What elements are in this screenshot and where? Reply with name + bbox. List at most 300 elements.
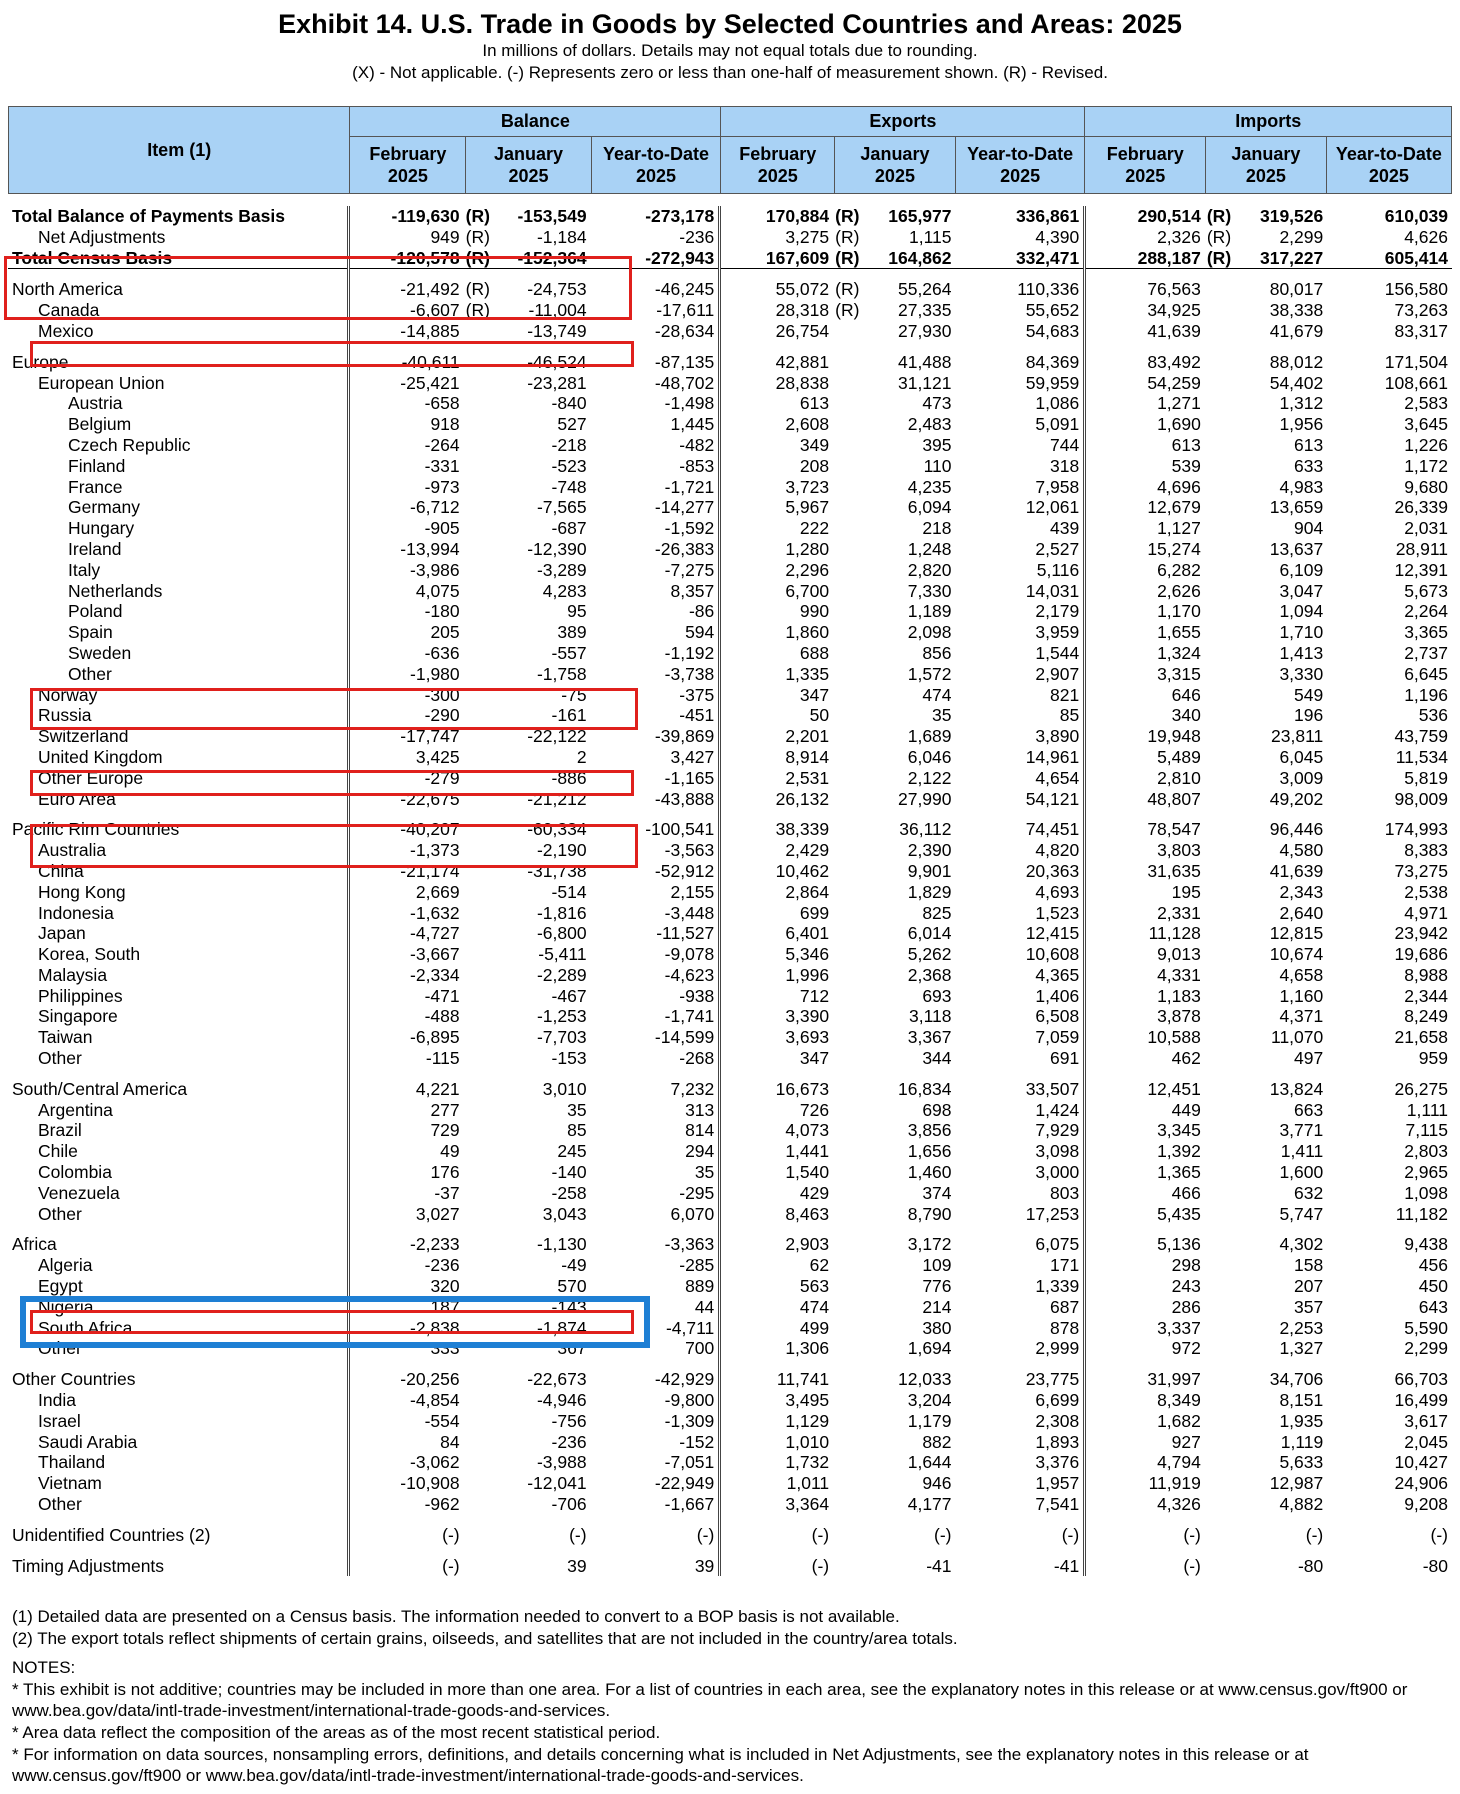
row-label: Unidentified Countries (2) (12, 1524, 211, 1545)
header-imports-col-0: February 2025 (1085, 137, 1206, 194)
data-cell: -12,041 (527, 1473, 587, 1494)
data-cell: 691 (1050, 1048, 1080, 1069)
revised-flag (833, 352, 874, 373)
data-cell: 380 (922, 1317, 952, 1338)
data-cell: 3,027 (348, 1204, 464, 1225)
data-cell: 187 (348, 1297, 464, 1318)
data-cell: 83,492 (1085, 352, 1205, 373)
revised-flag (464, 560, 505, 581)
row-label: Algeria (38, 1255, 93, 1276)
data-cell: 14,031 (1025, 580, 1080, 601)
data-cell: -49 (561, 1255, 587, 1276)
data-cell: -14,277 (654, 497, 715, 518)
data-cell: 726 (720, 1100, 833, 1121)
table-row (8, 1452, 1452, 1473)
revised-flag (1205, 861, 1246, 882)
data-cell: 1,600 (1279, 1162, 1324, 1183)
revised-flag (464, 643, 505, 664)
data-cell: 6,508 (1035, 1006, 1080, 1027)
data-cell: 24,906 (1394, 1473, 1448, 1494)
data-cell: 2 (576, 746, 587, 767)
data-cell: -3,986 (348, 560, 464, 581)
revised-flag (1205, 393, 1246, 414)
data-cell: 4,882 (1279, 1494, 1324, 1515)
data-cell: 294 (685, 1141, 715, 1162)
data-cell: -1,184 (536, 226, 587, 247)
data-cell: 88,012 (1269, 351, 1324, 372)
data-cell: 3,495 (720, 1390, 833, 1411)
revised-flag (1205, 1048, 1246, 1069)
revised-flag (833, 643, 874, 664)
revised-flag (833, 1297, 874, 1318)
data-cell: 73,275 (1394, 860, 1448, 881)
data-cell: 1,183 (1085, 986, 1205, 1007)
data-cell: 1,406 (1035, 985, 1080, 1006)
data-cell: -1,373 (348, 840, 464, 861)
revised-flag (1205, 1079, 1246, 1100)
revised-flag (1205, 1234, 1246, 1255)
revised-flag (1205, 685, 1246, 706)
data-cell: -20,256 (348, 1369, 464, 1390)
data-cell: 1,893 (1035, 1431, 1080, 1452)
data-cell: -905 (348, 518, 464, 539)
data-cell: 78,547 (1085, 819, 1205, 840)
data-cell: -3,448 (664, 902, 715, 923)
note-2: * Area data reflect the composition of the areas as of the most recent statistical period. (12, 1722, 661, 1742)
data-cell: 632 (1294, 1182, 1324, 1203)
data-cell: -75 (561, 684, 587, 705)
row-label: France (68, 476, 123, 497)
revised-flag (1205, 1556, 1246, 1577)
data-cell: 8,357 (670, 580, 715, 601)
note-1: * This exhibit is not additive; countries may be included in more than one area. For a list of countries in each area, see the explanatory notes in this release or at www.census.gov/ft900 or www.bea.gov/data/intl-trade-investment/international-trade-goods-and-services. (12, 1679, 1408, 1721)
data-cell: 878 (1050, 1317, 1080, 1338)
data-cell: 349 (720, 435, 833, 456)
data-cell: 563 (720, 1276, 833, 1297)
data-cell: 613 (720, 393, 833, 414)
data-cell: 26,275 (1394, 1078, 1448, 1099)
revised-flag (1205, 373, 1246, 394)
revised-flag (1205, 1204, 1246, 1225)
row-label: Other (38, 1203, 82, 1224)
revised-flag (1205, 581, 1246, 602)
data-cell: 1,271 (1085, 393, 1205, 414)
data-cell: -658 (348, 393, 464, 414)
row-label: Taiwan (38, 1027, 93, 1048)
revised-flag (833, 321, 874, 342)
revised-flag (833, 1338, 874, 1359)
data-cell: 1,010 (720, 1432, 833, 1453)
data-cell: 20,363 (1025, 860, 1080, 881)
data-cell: 3,043 (542, 1203, 587, 1224)
data-cell: 2,965 (1404, 1162, 1448, 1183)
data-cell: -6,895 (348, 1027, 464, 1048)
data-cell: 347 (720, 1048, 833, 1069)
data-cell: 35 (932, 705, 952, 726)
table-row (8, 1048, 1452, 1069)
data-cell: 11,534 (1395, 746, 1448, 767)
revised-flag (464, 1369, 505, 1390)
footnote-1: (1) Detailed data are presented on a Census basis. The information needed to convert to a BOP basis is not available. (12, 1607, 900, 1626)
data-cell: 1,690 (1085, 414, 1205, 435)
data-cell: 6,070 (670, 1203, 715, 1224)
data-cell: 6,109 (1279, 559, 1324, 580)
data-cell: 1,656 (907, 1141, 952, 1162)
data-cell: 3,645 (1404, 414, 1448, 435)
revised-flag (1205, 882, 1246, 903)
revised-flag (833, 1006, 874, 1027)
data-cell: -7,275 (664, 559, 715, 580)
revised-flag (464, 1141, 505, 1162)
notes-section (12, 1606, 1448, 1787)
data-cell: 972 (1085, 1338, 1205, 1359)
revised-flag (464, 601, 505, 622)
data-cell: 613 (1294, 434, 1324, 455)
data-cell: 17,253 (1025, 1203, 1080, 1224)
subtitle-legend: (X) - Not applicable. (-) Represents zero or less than one-half of measurement shown. (R) - Revised. (352, 63, 1108, 82)
revised-flag (1205, 1141, 1246, 1162)
data-cell: 633 (1294, 455, 1324, 476)
revised-flag (464, 1183, 505, 1204)
data-cell: -140 (551, 1162, 587, 1183)
revised-flag (464, 923, 505, 944)
row-label: Euro Area (38, 788, 116, 809)
header-item: Item (1) (9, 107, 350, 194)
data-cell: 59,959 (1025, 372, 1080, 393)
data-cell: -273,178 (645, 206, 715, 226)
revised-flag (833, 1390, 874, 1411)
table-row (8, 1556, 1452, 1577)
data-cell: 317,227 (1246, 248, 1328, 269)
data-cell: 462 (1085, 1048, 1205, 1069)
data-cell: -4,623 (664, 964, 715, 985)
data-cell: 42,881 (720, 352, 833, 373)
data-cell: 4,654 (1035, 767, 1080, 788)
data-cell: 3,172 (907, 1234, 952, 1255)
data-cell: 6,645 (1404, 663, 1448, 684)
data-cell: 5,819 (1404, 767, 1448, 788)
data-cell: 298 (1085, 1255, 1205, 1276)
row-label: Austria (68, 393, 123, 414)
row-label: Other (38, 1494, 82, 1515)
data-cell: 207 (1294, 1276, 1324, 1297)
data-cell: -331 (348, 456, 464, 477)
data-cell: -236 (348, 1255, 464, 1276)
table-row (8, 539, 1452, 560)
data-cell: 2,429 (720, 840, 833, 861)
data-cell: 949 (348, 227, 464, 248)
highlight-north-america (4, 256, 632, 320)
data-cell: 35 (694, 1162, 715, 1183)
table-row (8, 227, 1452, 248)
data-cell: -60,334 (527, 819, 587, 840)
data-cell: 66,703 (1394, 1369, 1448, 1390)
data-cell: 6,699 (1035, 1390, 1080, 1411)
data-cell: 4,235 (907, 476, 952, 497)
revised-flag (464, 1556, 505, 1577)
data-cell: 6,094 (907, 497, 952, 518)
data-cell: 3,723 (720, 477, 833, 498)
revised-flag (464, 1234, 505, 1255)
data-cell: 2,343 (1279, 881, 1324, 902)
data-cell: 4,177 (907, 1494, 952, 1515)
data-cell: 3,617 (1404, 1410, 1448, 1431)
data-cell: 1,312 (1279, 393, 1324, 414)
data-cell: -52,912 (654, 860, 715, 881)
row-label: Other (38, 1048, 82, 1069)
data-cell: 712 (720, 986, 833, 1007)
revised-flag (464, 435, 505, 456)
data-cell: 1,098 (1404, 1182, 1448, 1203)
table-row (8, 1006, 1452, 1027)
data-cell: 1,860 (720, 622, 833, 643)
row-label: Italy (68, 559, 101, 580)
revised-flag (1205, 1183, 1246, 1204)
data-cell: 27,335 (897, 300, 952, 321)
data-cell: -554 (348, 1411, 464, 1432)
revised-flag (833, 373, 874, 394)
table-row (8, 643, 1452, 664)
data-cell: -37 (348, 1183, 464, 1204)
data-cell: -1,632 (348, 903, 464, 924)
data-cell: 536 (1418, 705, 1448, 726)
revised-flag (833, 819, 874, 840)
table-row (8, 1369, 1452, 1390)
data-cell: 4,693 (1035, 881, 1080, 902)
revised-flag (833, 601, 874, 622)
revised-flag (833, 1141, 874, 1162)
data-cell: 1,119 (1280, 1431, 1324, 1452)
revised-flag (1205, 903, 1246, 924)
exhibit-page (0, 8, 1460, 1794)
data-cell: 286 (1085, 1297, 1205, 1318)
revised-flag (833, 456, 874, 477)
data-cell: 98,009 (1394, 788, 1448, 809)
data-cell: 5,967 (720, 497, 833, 518)
data-cell: 643 (1418, 1296, 1448, 1317)
data-cell: 1,694 (907, 1338, 952, 1359)
data-cell: 3,425 (348, 747, 464, 768)
subtitle-units: In millions of dollars. Details may not equal totals due to rounding. (482, 41, 978, 60)
row-label: Net Adjustments (38, 226, 166, 247)
data-cell: -3,062 (348, 1452, 464, 1473)
revised-flag (1205, 1027, 1246, 1048)
data-cell: 313 (685, 1099, 715, 1120)
data-cell: 7,232 (670, 1078, 715, 1099)
row-label: Singapore (38, 1006, 118, 1027)
data-cell: -22,949 (654, 1473, 715, 1494)
data-cell: 1,196 (1404, 684, 1448, 705)
data-cell: 1,544 (1035, 642, 1080, 663)
revised-flag (1205, 1255, 1246, 1276)
row-label: Norway (38, 684, 98, 705)
row-label: Netherlands (68, 580, 163, 601)
data-cell: 26,339 (1394, 497, 1448, 518)
data-cell: 918 (348, 414, 464, 435)
data-cell: -488 (348, 1006, 464, 1027)
row-label: Other Europe (38, 767, 144, 788)
data-cell: 4,073 (720, 1120, 833, 1141)
data-cell: 4,580 (1279, 840, 1324, 861)
table-row (8, 1255, 1452, 1276)
row-label: Chile (38, 1141, 78, 1162)
data-cell: 367 (557, 1338, 587, 1359)
data-cell: 1,829 (907, 881, 952, 902)
revised-flag (464, 1276, 505, 1297)
data-cell: 10,588 (1085, 1027, 1205, 1048)
data-cell: 5,091 (1035, 414, 1080, 435)
data-cell: 110 (923, 455, 952, 476)
data-cell: -48,702 (654, 372, 715, 393)
data-cell: -840 (551, 393, 587, 414)
row-label: European Union (38, 372, 165, 393)
data-cell: 2,264 (1404, 601, 1448, 622)
data-cell: -21,174 (348, 861, 464, 882)
table-row (8, 581, 1452, 602)
table-row (8, 1183, 1452, 1204)
data-cell: 5,435 (1085, 1204, 1205, 1225)
revised-flag (464, 1255, 505, 1276)
revised-flag (833, 1494, 874, 1515)
data-cell: 171 (1050, 1255, 1080, 1276)
data-cell: -22,673 (527, 1369, 587, 1390)
revised-flag (1205, 840, 1246, 861)
spacer-row (8, 1546, 1452, 1556)
data-cell: -9,800 (664, 1390, 715, 1411)
table-row (8, 944, 1452, 965)
data-cell: 2,299 (1404, 1338, 1448, 1359)
data-cell: 3,345 (1085, 1120, 1205, 1141)
data-cell: -3,363 (664, 1234, 715, 1255)
table-row (8, 477, 1452, 498)
data-cell: -853 (679, 455, 715, 476)
data-cell: 1,710 (1279, 622, 1324, 643)
data-cell: -41 (926, 1555, 952, 1576)
data-cell: 158 (1294, 1255, 1324, 1276)
data-cell: -4,946 (536, 1390, 587, 1411)
revised-flag: (R) (465, 226, 490, 247)
revised-flag (833, 840, 874, 861)
data-cell: 1,172 (1404, 455, 1448, 476)
data-cell: 570 (557, 1276, 587, 1297)
data-cell: 84 (348, 1432, 464, 1453)
revised-flag (1205, 456, 1246, 477)
data-cell: 9,208 (1404, 1494, 1448, 1515)
data-cell: 825 (922, 902, 952, 923)
spacer-row (8, 1359, 1452, 1369)
data-cell: 856 (922, 642, 952, 663)
data-cell: -268 (679, 1048, 715, 1069)
table-row (8, 965, 1452, 986)
data-cell: 2,820 (907, 559, 952, 580)
data-cell: 1,935 (1279, 1410, 1324, 1431)
row-label: United Kingdom (38, 746, 163, 767)
data-cell: -14,885 (348, 321, 464, 342)
data-cell: 4,390 (1035, 226, 1080, 247)
data-cell: 4,326 (1085, 1494, 1205, 1515)
row-label: Australia (38, 840, 107, 861)
revised-flag: (R) (465, 279, 490, 300)
data-cell: 176 (348, 1162, 464, 1183)
revised-flag (1205, 747, 1246, 768)
data-cell: 54,121 (1025, 788, 1080, 809)
data-cell: 1,365 (1085, 1162, 1205, 1183)
data-cell: -22,122 (527, 726, 587, 747)
data-cell: 2,253 (1279, 1317, 1324, 1338)
revised-flag (1205, 965, 1246, 986)
data-cell: 527 (557, 414, 587, 435)
revised-flag (833, 965, 874, 986)
data-cell: 8,249 (1404, 1006, 1448, 1027)
data-cell: 16,673 (720, 1079, 833, 1100)
data-cell: 55,652 (1025, 300, 1080, 321)
data-cell: -39,869 (654, 726, 715, 747)
data-cell: (-) (720, 1525, 833, 1546)
revised-flag (464, 944, 505, 965)
row-label: Nigeria (38, 1296, 94, 1317)
data-cell: 28,838 (720, 373, 833, 394)
data-cell: 214 (922, 1296, 952, 1317)
table-row (8, 1204, 1452, 1225)
revised-flag (464, 664, 505, 685)
data-cell: 34,925 (1085, 300, 1205, 321)
data-cell: 9,680 (1404, 476, 1448, 497)
data-cell: 539 (1085, 456, 1205, 477)
data-cell: 3,000 (1035, 1162, 1080, 1183)
revised-flag (1205, 1318, 1246, 1339)
table-row (8, 1473, 1452, 1494)
data-cell: 3,771 (1279, 1120, 1324, 1141)
data-cell: 1,339 (1035, 1276, 1080, 1297)
data-cell: 83,317 (1394, 320, 1448, 341)
data-cell: -962 (348, 1494, 464, 1515)
data-cell: 744 (1050, 434, 1080, 455)
data-cell: -86 (688, 601, 715, 622)
data-cell: 12,679 (1085, 497, 1205, 518)
data-cell: 320 (348, 1276, 464, 1297)
data-cell: 49,202 (1269, 788, 1324, 809)
data-cell: 4,626 (1404, 226, 1448, 247)
data-cell: 318 (1050, 455, 1080, 476)
revised-flag (833, 1162, 874, 1183)
revised-flag (464, 1390, 505, 1411)
data-cell: 4,696 (1085, 477, 1205, 498)
data-cell: -1,758 (536, 663, 587, 684)
data-cell: 10,674 (1269, 944, 1324, 965)
data-cell: 959 (1418, 1048, 1448, 1069)
data-cell: 277 (348, 1100, 464, 1121)
data-cell: 3,047 (1279, 580, 1324, 601)
data-cell: 11,070 (1271, 1027, 1324, 1048)
data-cell: 2,583 (1404, 393, 1448, 414)
data-cell: 6,046 (907, 746, 952, 767)
data-cell: 43,759 (1394, 726, 1448, 747)
revised-flag (1205, 1411, 1246, 1432)
data-cell: 54,683 (1025, 320, 1080, 341)
revised-flag (1205, 1120, 1246, 1141)
data-cell: 8,988 (1404, 964, 1448, 985)
data-cell: (-) (569, 1524, 587, 1545)
revised-flag (1205, 789, 1246, 810)
data-cell: 11,182 (1395, 1203, 1448, 1224)
data-cell: 1,392 (1085, 1141, 1205, 1162)
data-cell: -236 (551, 1431, 587, 1452)
data-cell: 2,669 (348, 882, 464, 903)
data-cell: 3,376 (1035, 1452, 1080, 1473)
revised-flag (833, 1204, 874, 1225)
data-cell: 110,336 (1017, 279, 1080, 300)
header-imports: Imports (1085, 107, 1452, 137)
